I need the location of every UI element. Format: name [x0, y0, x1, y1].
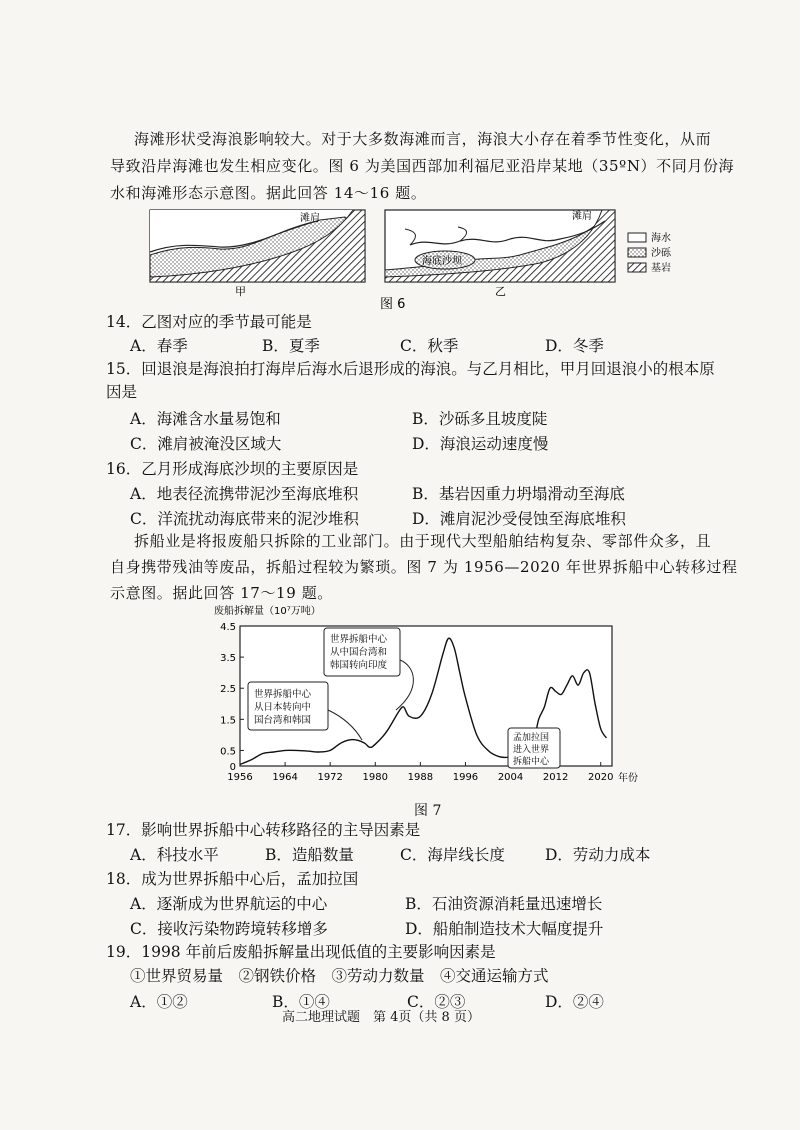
q18-option-d[interactable]: D．船舶制造技术大幅度提升 [405, 920, 604, 938]
q15-option-b[interactable]: B．沙砾多且坡度陡 [412, 410, 548, 428]
annotation-3 [508, 728, 560, 768]
intro1-line3: 水和海滩形态示意图。据此回答 14～16 题。 [110, 184, 427, 202]
shoulder-label-a: 滩肩 [300, 213, 320, 224]
annotation-2-line1: 世界拆船中心 [330, 634, 388, 645]
q17-option-b[interactable]: B．造船数量 [265, 846, 354, 864]
y-tick-label: 3.5 [220, 653, 236, 665]
shoulder-label-b: 滩肩 [572, 211, 592, 222]
y-tick-label: 0 [229, 762, 236, 773]
figure-7-caption: 图 7 [414, 803, 442, 819]
q19-stem: 19．1998 年前后废船拆解量出现低值的主要影响因素是 [106, 943, 496, 961]
y-tick-label: 2.5 [220, 684, 236, 696]
x-tick-label: 2012 [542, 772, 569, 783]
q15-stem-line2: 因是 [106, 383, 138, 401]
intro1-line2: 导致沿岸海滩也发生相应变化。图 6 为美国西部加利福尼亚沿岸某地（35ºN）不同月份海 [110, 157, 735, 175]
q16-option-d[interactable]: D．滩肩泥沙受侵蚀至海底堆积 [412, 510, 626, 528]
q15-option-a[interactable]: A．海滩含水量易饱和 [130, 410, 281, 428]
q18-option-a[interactable]: A．逐渐成为世界航运的中心 [130, 895, 328, 913]
x-tick-label: 1980 [362, 772, 388, 783]
annotation-2-line2: 从中国台湾和 [330, 647, 388, 658]
q14-stem: 14．乙图对应的季节最可能是 [106, 313, 312, 331]
chart-xlabel: 年份 [618, 773, 638, 784]
q18-option-c[interactable]: C．接收污染物跨境转移增多 [130, 920, 328, 938]
x-tick-label: 1964 [272, 772, 298, 783]
q16-stem: 16．乙月形成海底沙坝的主要原因是 [106, 460, 359, 478]
figure-6 [140, 205, 700, 315]
panel-b [385, 209, 615, 282]
q18-option-b[interactable]: B．石油资源消耗量迅速增长 [405, 895, 603, 913]
page-footer: 高二地理试题 第 4页（共 8 页） [282, 1010, 480, 1025]
panel-b-label: 乙 [495, 285, 506, 298]
annotation-1-line3: 国台湾和韩国 [254, 715, 312, 726]
q14-option-a[interactable]: A．春季 [130, 337, 188, 355]
annotation-3-line2: 进入世界 [513, 745, 550, 755]
q19-items: ①世界贸易量 ②钢铁价格 ③劳动力数量 ④交通运输方式 [130, 967, 549, 985]
intro2-line3: 示意图。据此回答 17～19 题。 [110, 584, 333, 602]
q14-option-b[interactable]: B．夏季 [262, 337, 320, 355]
figure-7-chart [210, 600, 650, 800]
y-tick-label: 0.5 [220, 746, 236, 758]
annotation-1-line2: 从日本转向中 [254, 702, 312, 713]
q19-option-a[interactable]: A．①② [130, 993, 188, 1011]
q17-stem: 17．影响世界拆船中心转移路径的主导因素是 [106, 821, 421, 839]
q16-option-a[interactable]: A．地表径流携带泥沙至海底堆积 [130, 485, 359, 503]
chart-ylabel: 废船拆解量（10⁷万吨） [214, 606, 321, 617]
legend-water: 海水 [651, 233, 671, 244]
q15-stem-line1: 15．回退浪是海浪拍打海岸后海水后退形成的海浪。与乙月相比，甲月回退浪小的根本原 [106, 360, 715, 378]
legend-rock: 基岩 [651, 263, 671, 274]
intro1-line1: 海滩形状受海浪影响较大。对于大多数海滩而言，海浪大小存在着季节性变化，从而 [134, 130, 712, 148]
x-tick-label: 1996 [452, 772, 479, 783]
annotation-3-line1: 孟加拉国 [513, 733, 550, 743]
x-tick-label: 2004 [497, 772, 524, 783]
q17-option-a[interactable]: A．科技水平 [130, 846, 219, 864]
panel-a [150, 210, 365, 282]
q19-option-b[interactable]: B．①④ [272, 993, 330, 1011]
q16-option-b[interactable]: B．基岩因重力坍塌滑动至海底 [412, 485, 625, 503]
x-tick-label: 2020 [588, 772, 614, 783]
q14-option-d[interactable]: D．冬季 [545, 337, 604, 355]
q15-option-d[interactable]: D．海浪运动速度慢 [412, 435, 549, 453]
q17-option-d[interactable]: D．劳动力成本 [545, 846, 651, 864]
q18-stem: 18．成为世界拆船中心后，孟加拉国 [106, 870, 359, 888]
y-tick-label: 1.5 [220, 715, 236, 727]
q15-option-c[interactable]: C．滩肩被淹没区域大 [130, 435, 282, 453]
sand-bar-label: 海底沙坝 [422, 256, 462, 267]
x-tick-label: 1972 [317, 772, 343, 783]
annotation-2-line3: 韩国转向印度 [330, 660, 388, 671]
legend-sand: 沙砾 [651, 248, 671, 259]
figure-6-caption: 图 6 [380, 297, 406, 312]
figure-6-legend [628, 231, 672, 274]
x-tick-label: 1988 [407, 772, 434, 783]
annotation-1-line1: 世界拆船中心 [254, 689, 312, 700]
q14-option-c[interactable]: C．秋季 [400, 337, 459, 355]
x-tick-label: 1956 [227, 772, 253, 783]
q16-option-c[interactable]: C．洋流扰动海底带来的泥沙堆积 [130, 510, 359, 528]
q19-option-c[interactable]: C．②③ [407, 993, 466, 1011]
intro2-line1: 拆船业是将报废船只拆除的工业部门。由于现代大型船舶结构复杂、零部件众多，且 [134, 532, 712, 550]
q17-option-c[interactable]: C．海岸线长度 [400, 846, 505, 864]
q19-option-d[interactable]: D．②④ [545, 993, 604, 1011]
y-tick-label: 4.5 [220, 622, 236, 633]
panel-a-label: 甲 [235, 285, 246, 298]
annotation-3-line3: 拆船中心 [513, 757, 550, 767]
intro2-line2: 自身携带残油等废品，拆船过程较为繁琐。图 7 为 1956—2020 年世界拆船中心转移过程 [110, 558, 738, 576]
